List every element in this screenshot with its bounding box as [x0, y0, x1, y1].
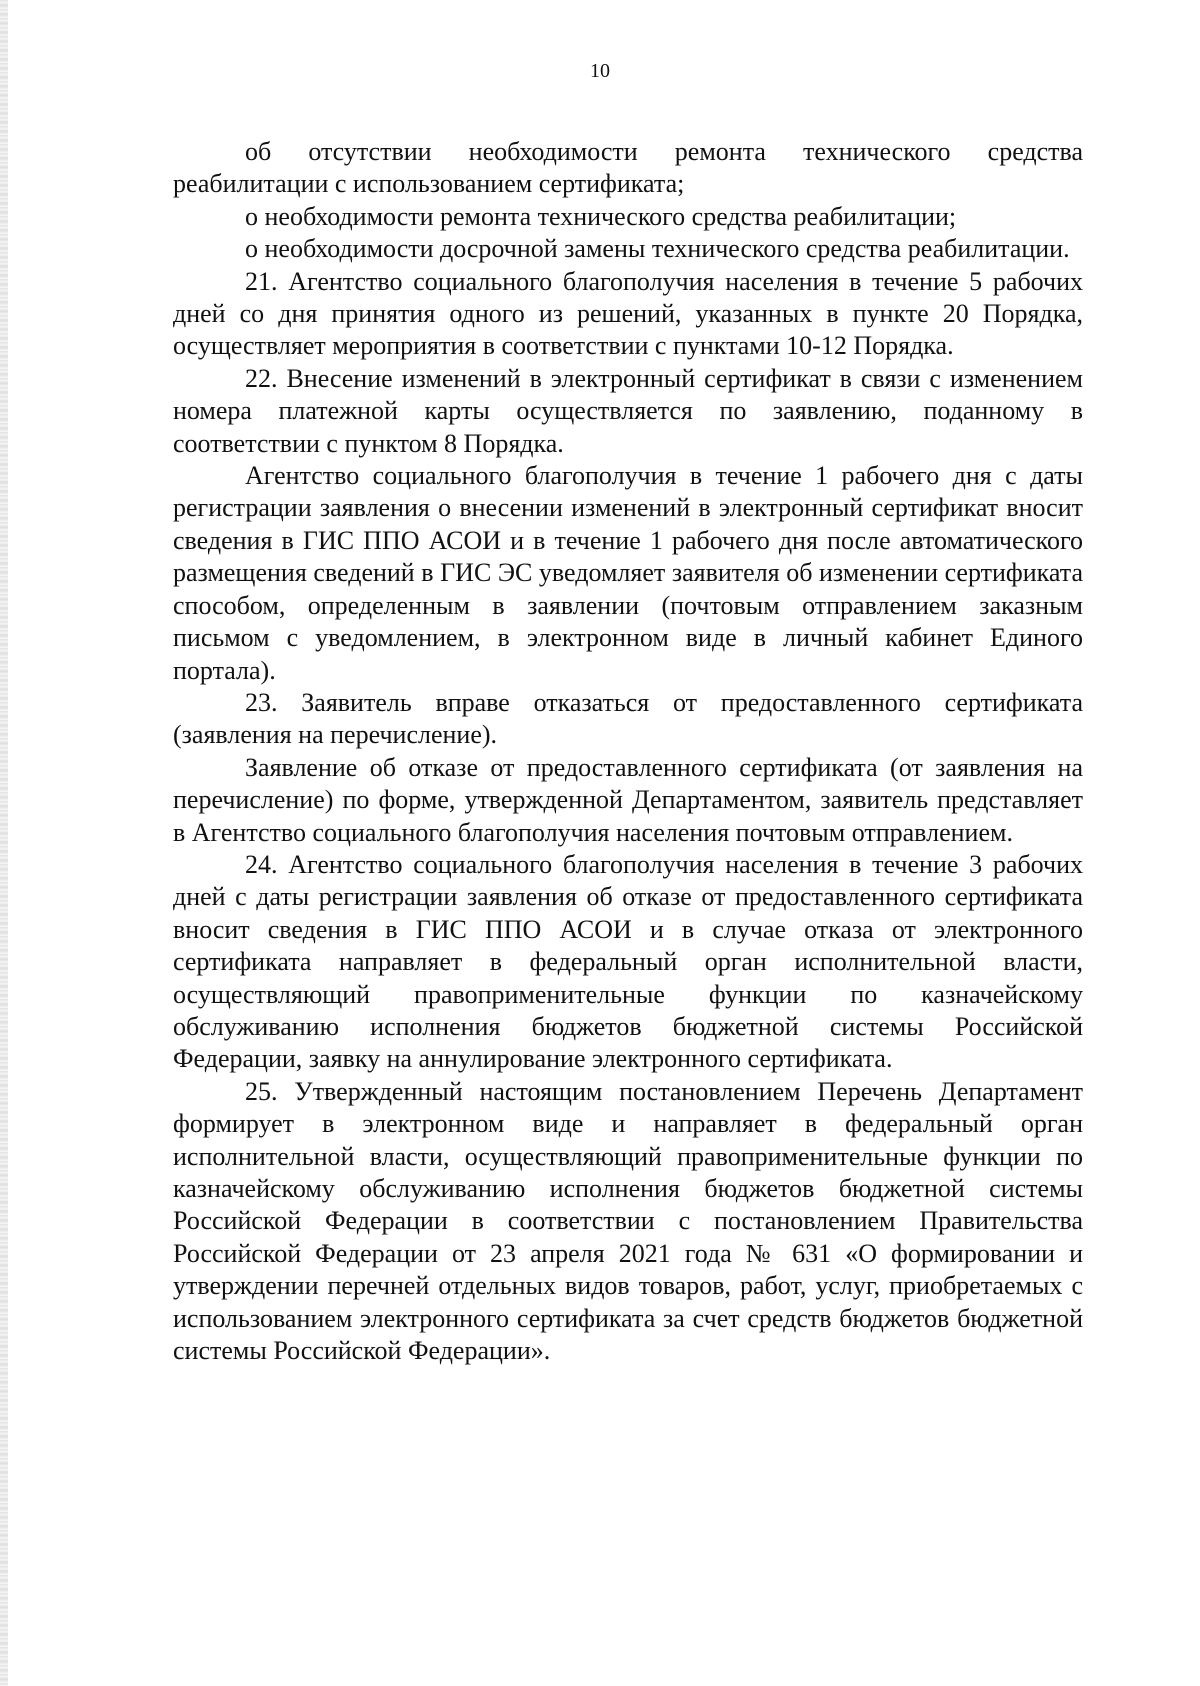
document-body	[173, 136, 1083, 1367]
scan-edge	[0, 0, 8, 1686]
paragraph-23: 23. Заявитель вправе отказаться от предоставленного сертификата (заявления на перечисление).	[173, 687, 1083, 750]
paragraph-decision-replacement: о необходимости досрочной замены технического средства реабилитации.	[245, 234, 1070, 264]
paragraph-23-continued: Заявление об отказе от предоставленного сертификата (от заявления на перечисление) по форме, утвержденной Департаментом, заявитель представляет в Агентство социального благополучия населения почтовым отправлением.	[173, 752, 1083, 847]
paragraph-25: 25. Утвержденный настоящим постановлением Перечень Департамент формирует в электронном виде и направляет в федеральный орган исполнительной власти, осуществляющий правоприменительные функции по казначейскому обслуживанию исполнения бюджетов бюджетной системы Российской Федерации в соответствии с постановлением Правительства Российской Федерации от 23 апреля 2021 года № 631 «О формировании и утверждении перечней отдельных видов товаров, работ, услуг, приобретаемых с использованием электронного сертификата за счет средств бюджетов бюджетной системы Российской Федерации».	[173, 1076, 1083, 1366]
paragraph-22: 22. Внесение изменений в электронный сертификат в связи с изменением номера платежной карты осуществляется по заявлению, поданному в соответствии с пунктом 8 Порядка.	[173, 363, 1083, 458]
page-number: 10	[590, 60, 610, 82]
paragraph-24: 24. Агентство социального благополучия населения в течение 3 рабочих дней с даты регистрации заявления об отказе от предоставленного сертификата вносит сведения в ГИС ППО АСОИ и в случае отказа от электронного сертификата направляет в федеральный орган исполнительной власти, осуществляющий правоприменительные функции по казначейскому обслуживанию исполнения бюджетов бюджетной системы Российской Федерации, заявку на аннулирование электронного сертификата.	[173, 849, 1083, 1074]
paragraph-decision-no-repair: об отсутствии необходимости ремонта технического средства реабилитации с использованием сертификата;	[173, 137, 1083, 199]
paragraph-21: 21. Агентство социального благополучия населения в течение 5 рабочих дней со дня принятия одного из решений, указанных в пункте 20 Порядка, осуществляет мероприятия в соответствии с пунктами 10-12 Порядка.	[173, 266, 1083, 361]
paragraph-22-continued: Агентство социального благополучия в течение 1 рабочего дня с даты регистрации заявления о внесении изменений в электронный сертификат вносит сведения в ГИС ППО АСОИ и в течение 1 рабочего дня после автоматического размещения сведений в ГИС ЭС уведомляет заявителя об изменении сертификата способом, определенным в заявлении (почтовым отправлением заказным письмом с уведомлением, в электронном виде в личный кабинет Единого портала).	[173, 461, 1083, 685]
paragraph-decision-repair: о необходимости ремонта технического средства реабилитации;	[245, 201, 957, 231]
